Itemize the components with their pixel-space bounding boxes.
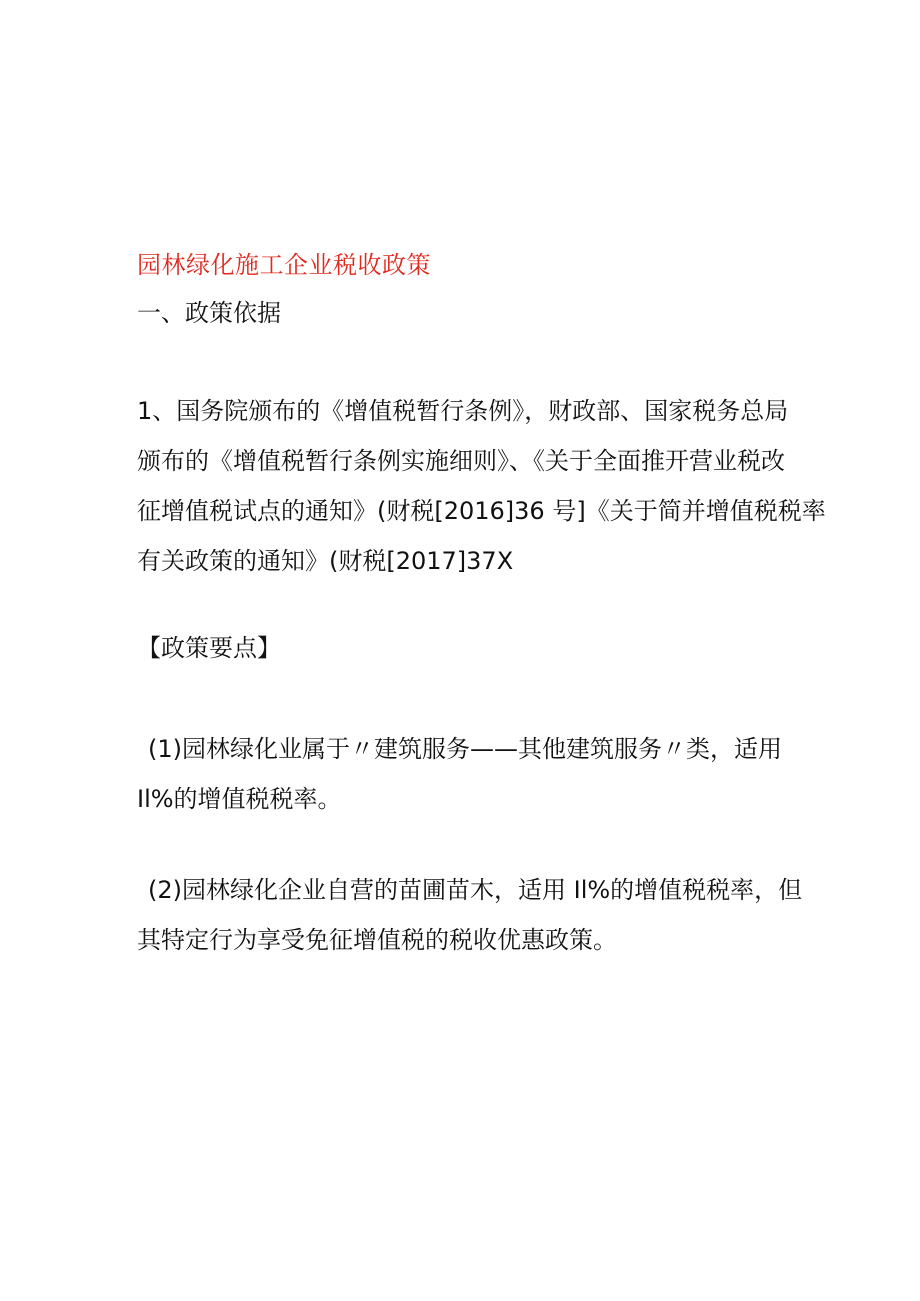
section-label: 【政策要点】 [137, 634, 281, 662]
paragraph-line: 其特定行为享受免征增值税的税收优惠政策。 [137, 926, 617, 954]
paragraph-line: Il%的增值税税率。 [137, 785, 342, 813]
paragraph-line: 征增值税试点的通知》(财税[2016]36 号]《关于简并增值税税率 [137, 497, 826, 525]
paragraph-line: 1、国务院颁布的《增值税暂行条例》，财政部、国家税务总局 [137, 397, 789, 425]
policy-basis-paragraph [137, 386, 826, 586]
policy-point-2 [137, 865, 803, 965]
policy-point-1 [137, 724, 797, 824]
section-heading: 一、政策依据 [137, 299, 281, 327]
paragraph-line: (2)园林绿化企业自营的苗圃苗木，适用 Il%的增值税税率，但 [148, 876, 803, 904]
document-title: 园林绿化施工企业税收政策 [137, 251, 431, 279]
paragraph-line: 有关政策的通知》(财税[2017]37X [137, 547, 514, 575]
paragraph-line: (1)园林绿化业属于〃建筑服务——其他建筑服务〃类，适用 [148, 735, 782, 763]
policy-points-label [137, 623, 797, 673]
paragraph-line: 颁布的《增值税暂行条例实施细则》、《关于全面推开营业税改 [137, 447, 785, 475]
